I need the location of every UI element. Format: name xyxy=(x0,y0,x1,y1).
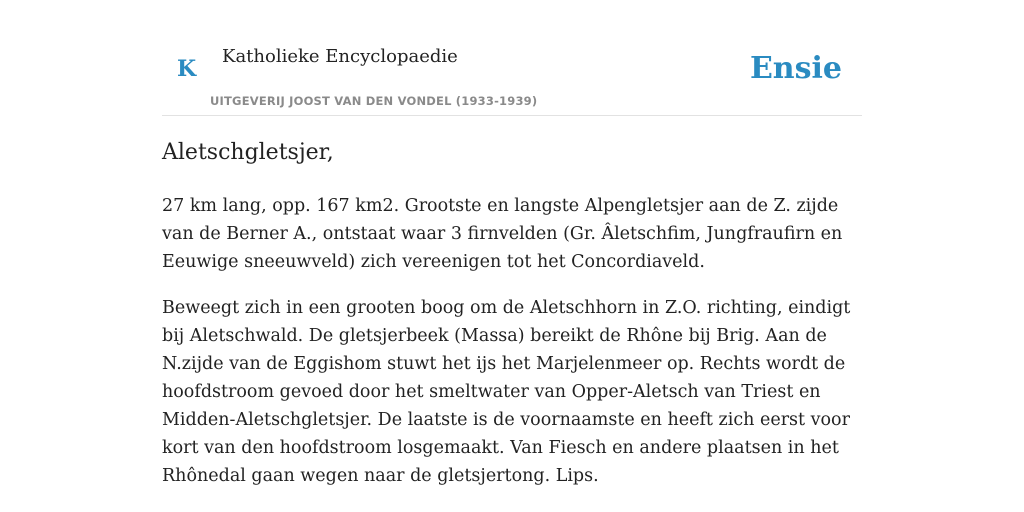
publisher-line: UITGEVERIJ JOOST VAN DEN VONDEL (1933-1939) xyxy=(210,94,538,108)
encyclopedia-logo[interactable]: K xyxy=(177,56,197,82)
ensie-home-link[interactable]: Ensie xyxy=(749,51,842,86)
entry-paragraph: 27 km lang, opp. 167 km2. Grootste en langste Alpengletsjer aan de Z. zijde van de Berner A., ontstaat waar 3 firnvelden (Gr. Âletschfim, Jungfraufirn en Eeuwige sneeuwveld) zich vereenigen tot het Concordiaveld. xyxy=(162,196,843,272)
publication-title[interactable]: Katholieke Encyclopaedie xyxy=(222,46,458,67)
entry-title: Aletschgletsjer, xyxy=(162,140,334,165)
entry-paragraph: Beweegt zich in een grooten boog om de Aletschhorn in Z.O. richting, eindigt bij Aletschwald. De gletsjerbeek (Massa) bereikt de Rhône bij Brig. Aan de N.zijde van de Eggishom stuwt het ijs het Marjelenmeer op. Rechts wordt de hoofdstroom gevoed door het smeltwater van Opper-Aletsch van Triest en Midden-Aletschgletsjer. De laatste is de voornaamste en heeft zich eerst voor kort van den hoofdstroom losgemaakt. Van Fiesch en andere plaatsen in het Rhônedal gaan wegen naar de gletsjertong. Lips. xyxy=(162,298,851,486)
page xyxy=(162,0,862,486)
entry-body xyxy=(162,192,862,508)
encyclopedia-header xyxy=(162,0,862,116)
